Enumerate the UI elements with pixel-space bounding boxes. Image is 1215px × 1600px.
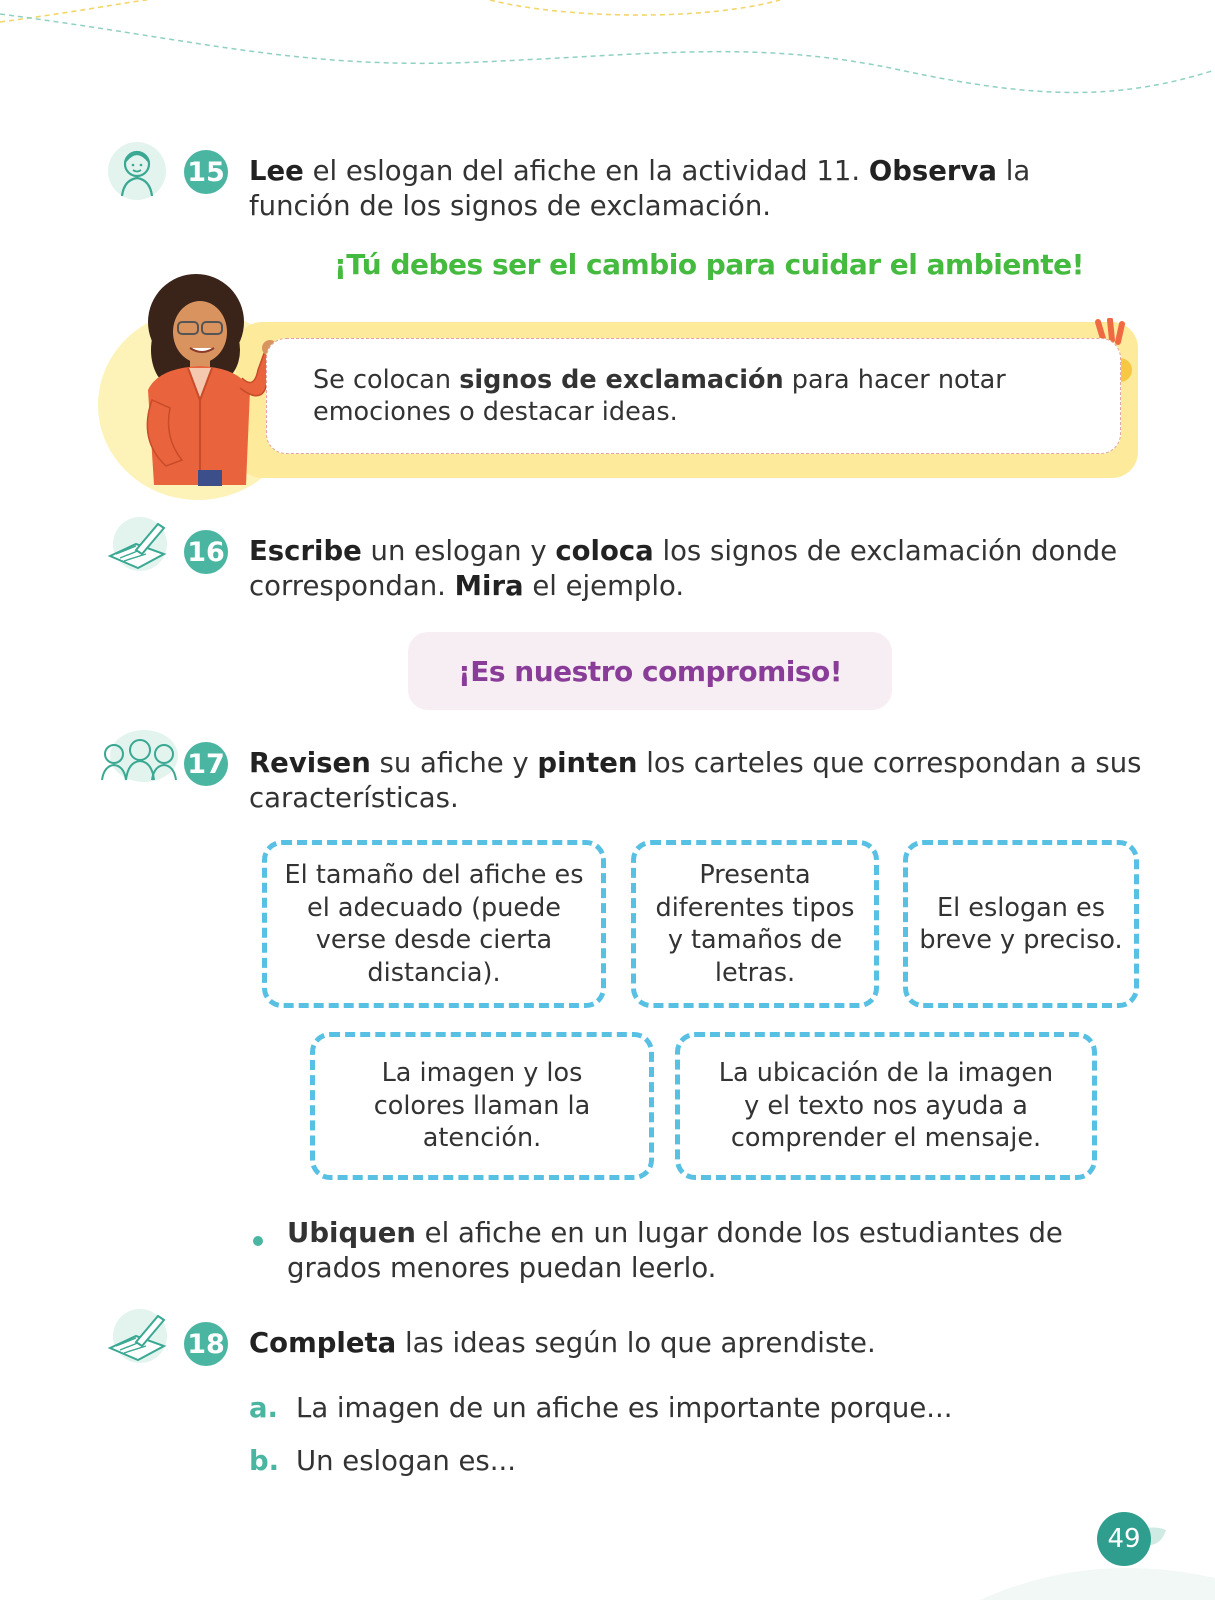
writing-book-icon [106,1306,168,1368]
instruction-verb: Completa [249,1327,397,1359]
instruction-text: el afiche en un lugar donde los estudiantes de grados menores puedan leerlo. [287,1217,1063,1284]
instruction-verb: coloca [555,535,654,567]
instruction-verb: Observa [868,155,997,187]
instruction-verb: Mira [454,570,524,602]
instruction-verb: Lee [249,155,304,187]
instruction-verb: Ubiquen [287,1217,416,1249]
instruction-text: la función de los signos de exclamación. [249,155,1031,222]
instruction-text: los carteles que correspondan a sus características. [249,747,1142,814]
instruction-verb: Revisen [249,747,371,779]
instruction-text: su afiche y [370,747,538,779]
item-letter: a. [249,1392,279,1424]
card-text: La imagen y los colores llaman la atención. [373,1058,591,1154]
instruction-text: las ideas según lo que aprendiste. [396,1327,876,1359]
note-text: Se colocan [313,365,460,395]
instruction-text: un eslogan y [361,535,556,567]
decorative-waves [0,0,1215,110]
student-face-icon [106,140,168,202]
activity-number-badge: 16 [184,530,228,574]
activity-18-instruction [249,1326,1129,1361]
item-text: La imagen de un afiche es importante porque... [296,1392,953,1424]
item-text: Un eslogan es... [296,1445,516,1477]
writing-book-icon [106,514,168,576]
slogan-example-box [408,632,892,710]
exclamation-note-text [313,364,1073,428]
checklist-card[interactable] [310,1032,654,1180]
activity-15-instruction [249,154,1129,224]
activity-number-badge: 18 [184,1322,228,1366]
bullet-instruction [287,1216,1107,1286]
card-text: El tamaño del afiche es el adecuado (puede verse desde cierta distancia). [284,860,584,988]
checklist-card[interactable] [631,840,879,1008]
checklist-card[interactable] [903,840,1139,1008]
note-text: para hacer notar emociones o destacar ideas. [313,365,1006,427]
slogan-example-green: ¡Tú debes ser el cambio para cuidar el ambiente! [334,248,1084,281]
teacher-illustration [118,270,288,500]
checklist-card[interactable] [675,1032,1097,1180]
instruction-text: el ejemplo. [523,570,685,602]
slogan-example-text: ¡Es nuestro compromiso! [457,654,843,688]
instruction-verb: pinten [537,747,638,779]
activity-number-badge: 17 [184,742,228,786]
item-letter: b. [249,1445,280,1477]
instruction-text: los signos de exclamación donde correspondan. [249,535,1118,602]
note-bold: signos de exclamación [459,365,784,395]
bullet-marker [253,1236,263,1246]
card-text: El eslogan es breve y preciso. [919,892,1123,955]
group-students-icon [98,728,184,790]
instruction-text: el eslogan del afiche en la actividad 11. [303,155,869,187]
instruction-verb: Escribe [249,535,362,567]
page-number: 49 [1097,1512,1151,1566]
card-text: Presenta diferentes tipos y tamaños de letras. [655,860,855,988]
checklist-card[interactable] [262,840,606,1008]
activity-17-instruction [249,746,1149,816]
activity-number-badge: 15 [184,150,228,194]
activity-16-instruction [249,534,1129,604]
card-text: La ubicación de la imagen y el texto nos ayuda a comprender el mensaje. [718,1058,1054,1154]
decorative-corner-curve [980,1560,1215,1600]
